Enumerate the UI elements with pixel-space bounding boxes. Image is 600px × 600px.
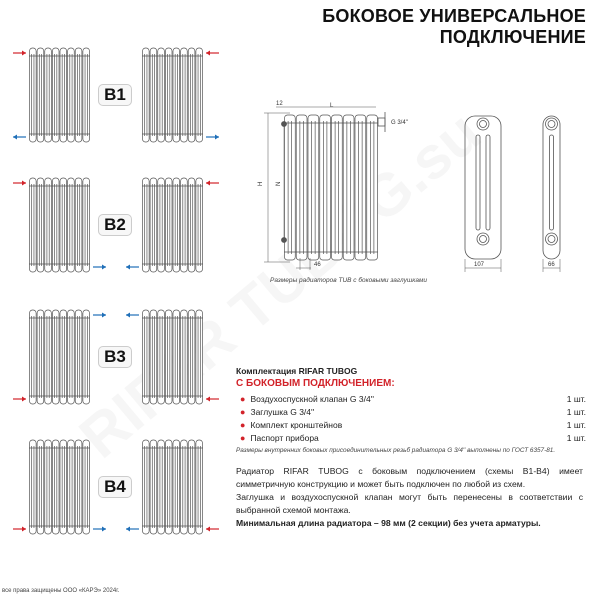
kit-item-qty: 1 шт. <box>566 406 586 417</box>
flow-arrow-icon <box>13 397 26 402</box>
kit-item <box>236 405 586 418</box>
kit-item-name: Заглушка G 3/4'' <box>250 406 315 417</box>
radiator <box>142 440 203 534</box>
flow-arrow-icon <box>93 313 106 318</box>
side-view <box>465 116 501 272</box>
scheme-label: B1 <box>98 84 132 106</box>
flow-arrow-icon <box>13 527 26 532</box>
bullet-icon: ● <box>240 406 246 417</box>
dim-107: 107 <box>474 262 485 268</box>
description <box>236 465 583 530</box>
kit-item <box>236 418 586 431</box>
dim-66: 66 <box>548 262 555 268</box>
flow-arrow-icon <box>126 313 139 318</box>
kit-subtitle: С БОКОВЫМ ПОДКЛЮЧЕНИЕМ: <box>236 378 395 389</box>
scheme-label: B3 <box>98 346 132 368</box>
radiator <box>284 115 378 260</box>
flow-arrow-icon <box>93 527 106 532</box>
kit-item-name: Паспорт прибора <box>250 432 319 443</box>
flow-arrow-icon <box>206 397 219 402</box>
description-p1: Радиатор RIFAR TUBOG с боковым подключением (схемы В1-В4) имеет симметричную конструкцию и может быть подключен по любой из схем. <box>236 466 583 489</box>
description-p2: Заглушка и воздухоспускной клапан могут быть перенесены в соответствии с выбранной схемой монтажа. <box>236 492 583 515</box>
kit-item-qty: 1 шт. <box>566 419 586 430</box>
flow-arrow-icon <box>206 527 219 532</box>
kit-item <box>236 431 586 444</box>
drawing-caption: Размеры радиаторов TUB с боковыми заглушками <box>270 277 428 284</box>
bullet-icon: ● <box>240 419 246 430</box>
radiator <box>142 310 203 404</box>
dim-L: L <box>330 103 334 109</box>
dim-46: 46 <box>314 262 321 268</box>
bullet-icon: ● <box>240 393 246 404</box>
scheme-label: B2 <box>98 214 132 236</box>
flow-arrow-icon <box>126 527 139 532</box>
copyright: все права защищены ООО «КАРЭ» 2024г. <box>2 588 120 594</box>
dim-H: H <box>258 181 264 186</box>
side-view <box>543 116 560 272</box>
bullet-icon: ● <box>240 432 246 443</box>
kit-item-qty: 1 шт. <box>566 432 586 443</box>
kit-item-name: Воздухоспускной клапан G 3/4'' <box>250 393 374 404</box>
front-view <box>264 107 385 270</box>
thread-label: G 3/4'' <box>391 120 408 126</box>
kit-item <box>236 392 586 405</box>
radiator <box>29 440 90 534</box>
radiator <box>29 310 90 404</box>
kit-section <box>236 366 586 454</box>
description-p3: Минимальная длина радиатора – 98 мм (2 секции) без учета арматуры. <box>236 518 541 528</box>
side-views <box>465 116 560 272</box>
kit-item-name: Комплект кронштейнов <box>250 419 343 430</box>
title-line-2: ПОДКЛЮЧЕНИЕ <box>439 27 586 47</box>
dim-N: N <box>276 181 282 186</box>
kit-item-qty: 1 шт. <box>566 393 586 404</box>
kit-note: Размеры внутренних боковых присоединительных резьб радиатора G 3/4'' выполнены по ГОСТ 6357-81. <box>236 447 556 454</box>
title-line-1: БОКОВОЕ УНИВЕРСАЛЬНОЕ <box>322 6 586 26</box>
kit-title: Комплектация RIFAR TUBOG <box>236 366 358 376</box>
dim-12: 12 <box>276 101 283 107</box>
scheme-label: B4 <box>98 476 132 498</box>
